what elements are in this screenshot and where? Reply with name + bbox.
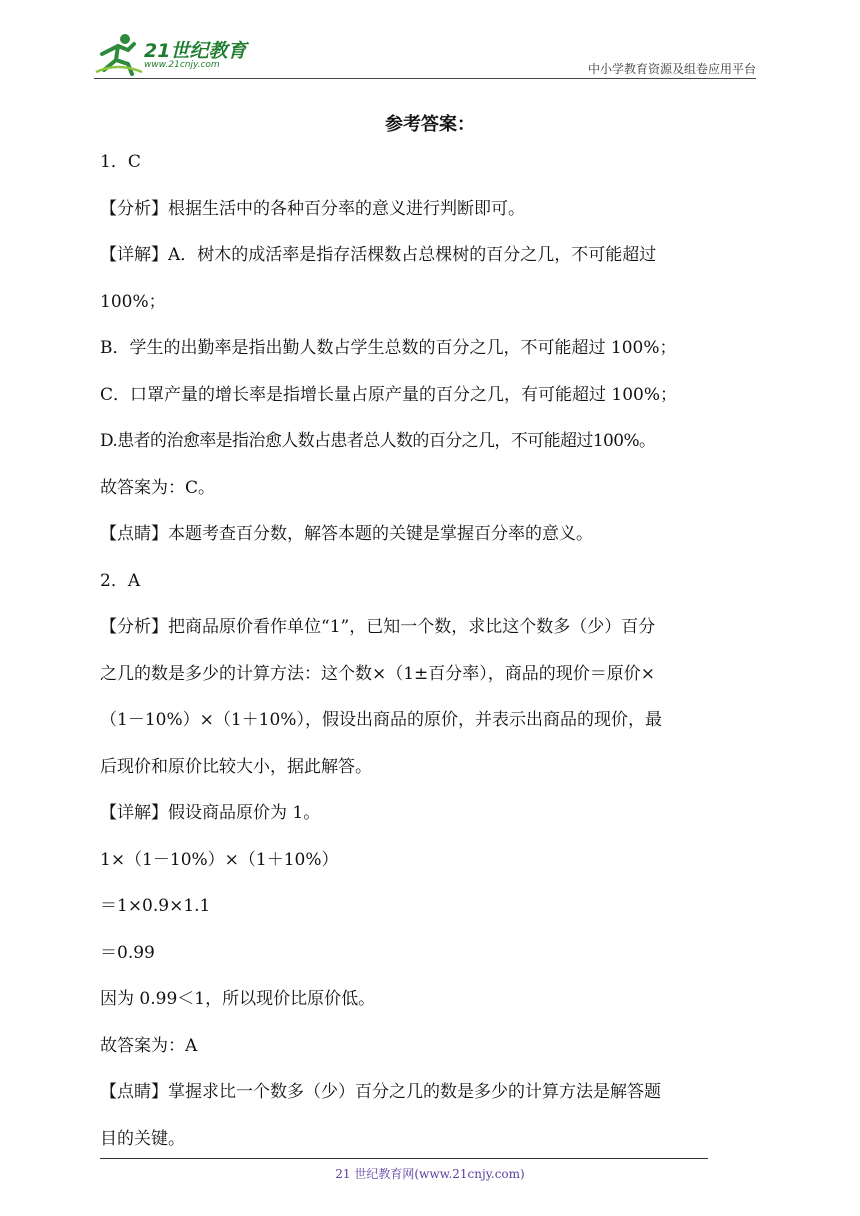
footer-text: 21 世纪教育网(www.21cnjy.com) xyxy=(335,1167,525,1181)
header-divider xyxy=(94,78,756,79)
footer-divider xyxy=(100,1158,708,1159)
logo-text: 21世纪教育 xyxy=(144,40,247,62)
text-line: 1．C xyxy=(100,152,141,172)
text-line: 目的关键。 xyxy=(100,1128,185,1149)
text-line: 因为 0.99＜1，所以现价比原价低。 xyxy=(100,989,376,1009)
text-line: 【详解】假设商品原价为 1。 xyxy=(100,803,321,823)
text-line: 1×（1－10%）×（1＋10%） xyxy=(100,849,339,870)
platform-label: 中小学教育资源及组卷应用平台 xyxy=(587,62,756,76)
text-line: 100%； xyxy=(100,291,166,312)
text-line: C．口罩产量的增长率是指增长量占原产量的百分之几，有可能超过 100%； xyxy=(100,384,678,405)
text-line: 故答案为：A xyxy=(100,1035,198,1056)
runner-logo-icon xyxy=(94,32,144,78)
text-line: （1－10%）×（1＋10%），假设出商品的原价，并表示出商品的现价，最 xyxy=(100,710,662,730)
text-line: 【点睛】掌握求比一个数多（少）百分之几的数是多少的计算方法是解答题 xyxy=(100,1082,661,1102)
text-line: 【点睛】本题考查百分数，解答本题的关键是掌握百分率的意义。 xyxy=(100,524,593,544)
text-line: D.患者的治愈率是指治愈人数占患者总人数的百分之几，不可能超过100%。 xyxy=(100,431,656,451)
text-line: 【分析】把商品原价看作单位“1”，已知一个数，求比这个数多（少）百分 xyxy=(100,617,656,637)
text-line: 【分析】根据生活中的各种百分率的意义进行判断即可。 xyxy=(100,198,525,219)
text-line: 后现价和原价比较大小，据此解答。 xyxy=(100,756,372,777)
text-line: 【详解】A．树木的成活率是指存活棵数占总棵树的百分之几，不可能超过 xyxy=(100,245,657,265)
text-line: ＝1×0.9×1.1 xyxy=(100,896,211,916)
text-line: 故答案为：C。 xyxy=(100,477,216,498)
text-line: 之几的数是多少的计算方法：这个数×（1±百分率），商品的现价＝原价× xyxy=(100,663,656,684)
answer-content xyxy=(100,150,760,1173)
page-title: 参考答案： xyxy=(385,114,475,135)
text-line: B．学生的出勤率是指出勤人数占学生总数的百分之几，不可能超过 100%； xyxy=(100,338,677,358)
text-line: ＝0.99 xyxy=(100,942,155,963)
text-line: 2．A xyxy=(100,570,141,591)
logo-url: www.21cnjy.com xyxy=(144,60,220,70)
logo xyxy=(94,32,264,78)
page-header xyxy=(94,32,756,80)
